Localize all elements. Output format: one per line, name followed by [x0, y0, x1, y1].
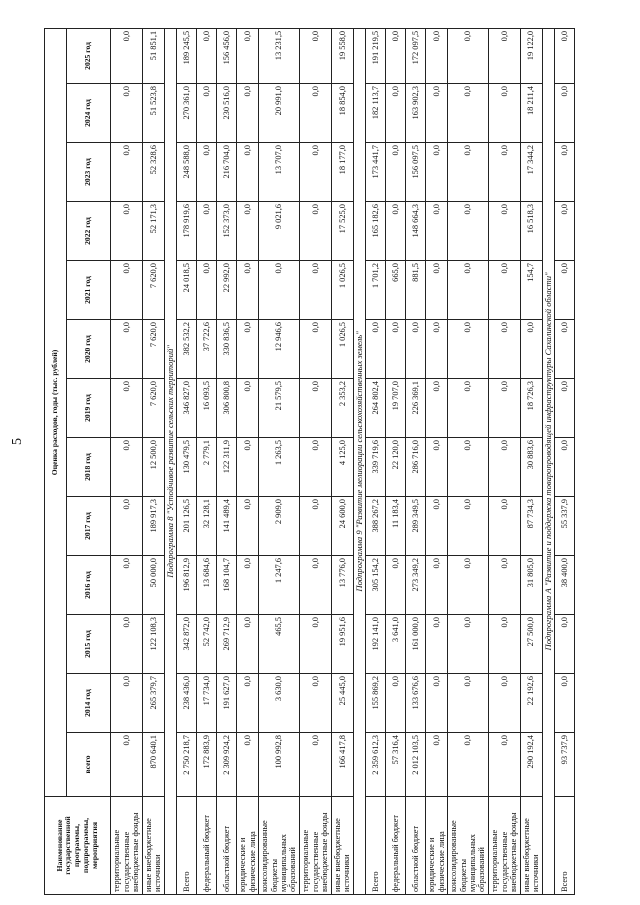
value-cell: 18 211,4: [520, 84, 542, 143]
value-cell: 0,0: [488, 261, 520, 320]
value-cell: 24 018,5: [177, 261, 197, 320]
value-cell: 0,0: [237, 28, 259, 83]
value-cell: 0,0: [448, 202, 489, 261]
value-cell: 0,0: [299, 28, 331, 83]
value-cell: 154,7: [520, 261, 542, 320]
table-row: [299, 28, 331, 894]
table-row: [197, 28, 217, 894]
value-cell: 0,0: [237, 84, 259, 143]
value-cell: 172 097,5: [406, 28, 426, 83]
value-cell: 7 620,0: [143, 379, 165, 438]
value-cell: 18 726,3: [520, 379, 542, 438]
column-header: всего: [67, 733, 111, 797]
value-cell: 0,0: [111, 84, 143, 143]
row-label: юридические и физические лица: [237, 797, 259, 895]
value-cell: 182 113,7: [366, 84, 386, 143]
value-cell: 0,0: [111, 615, 143, 674]
value-cell: 13 707,0: [259, 143, 300, 202]
value-cell: 0,0: [111, 733, 143, 797]
value-cell: 0,0: [555, 202, 575, 261]
table-row: [111, 28, 143, 894]
subprogram-title: Подпрограмма 9 "Развитие мелиорации сельскохозяйственных земель": [353, 28, 366, 894]
value-cell: 0,0: [426, 438, 448, 497]
column-header: 2025 год: [67, 28, 111, 83]
value-cell: 0,0: [386, 143, 406, 202]
table-row: [217, 28, 237, 894]
value-cell: 0,0: [386, 320, 406, 379]
value-cell: 465,5: [259, 615, 300, 674]
header-name-column: Наименование государственной программы, подпрограммы, мероприятия: [45, 797, 111, 895]
value-cell: 305 154,2: [366, 556, 386, 615]
value-cell: 133 676,6: [406, 674, 426, 733]
value-cell: 156 456,0: [217, 28, 237, 83]
value-cell: 0,0: [237, 438, 259, 497]
value-cell: 32 128,1: [197, 497, 217, 556]
value-cell: 152 373,0: [217, 202, 237, 261]
row-label: юридические и физические лица: [426, 797, 448, 895]
value-cell: 93 737,9: [555, 733, 575, 797]
value-cell: 0,0: [299, 497, 331, 556]
value-cell: 0,0: [237, 261, 259, 320]
value-cell: 12 946,6: [259, 320, 300, 379]
value-cell: 1 026,5: [331, 261, 353, 320]
value-cell: 0,0: [197, 202, 217, 261]
value-cell: 11 183,4: [386, 497, 406, 556]
value-cell: 0,0: [426, 497, 448, 556]
value-cell: 55 337,9: [555, 497, 575, 556]
value-cell: 22 120,0: [386, 438, 406, 497]
value-cell: 31 805,0: [520, 556, 542, 615]
section-9-rows: [366, 28, 542, 894]
value-cell: 0,0: [488, 379, 520, 438]
value-cell: 0,0: [448, 733, 489, 797]
value-cell: 0,0: [488, 497, 520, 556]
row-label: Всего: [177, 797, 197, 895]
value-cell: 16 518,3: [520, 202, 542, 261]
value-cell: 665,0: [386, 261, 406, 320]
value-cell: 50 000,0: [143, 556, 165, 615]
value-cell: 163 902,3: [406, 84, 426, 143]
column-header: 2017 год: [67, 497, 111, 556]
column-header: 2020 год: [67, 320, 111, 379]
value-cell: 0,0: [426, 84, 448, 143]
value-cell: 382 532,2: [177, 320, 197, 379]
rotated-table-container: [44, 29, 609, 895]
value-cell: 0,0: [448, 497, 489, 556]
value-cell: 19 707,0: [386, 379, 406, 438]
value-cell: 0,0: [426, 261, 448, 320]
value-cell: 189 245,5: [177, 28, 197, 83]
column-header: 2019 год: [67, 379, 111, 438]
value-cell: 0,0: [488, 556, 520, 615]
value-cell: 0,0: [426, 674, 448, 733]
value-cell: 12 500,0: [143, 438, 165, 497]
value-cell: 0,0: [111, 674, 143, 733]
value-cell: 52 328,6: [143, 143, 165, 202]
value-cell: 342 872,0: [177, 615, 197, 674]
value-cell: 173 441,7: [366, 143, 386, 202]
value-cell: 0,0: [197, 143, 217, 202]
value-cell: 201 126,5: [177, 497, 197, 556]
value-cell: 0,0: [237, 497, 259, 556]
value-cell: 0,0: [299, 438, 331, 497]
value-cell: 22 992,0: [217, 261, 237, 320]
table-row: [488, 28, 520, 894]
value-cell: 306 800,8: [217, 379, 237, 438]
subprogram-title: Подпрограмма 8 "Устойчивое развитие сельских территорий": [164, 28, 177, 894]
value-cell: 0,0: [448, 674, 489, 733]
value-cell: 0,0: [426, 615, 448, 674]
value-cell: 0,0: [237, 202, 259, 261]
value-cell: 0,0: [299, 320, 331, 379]
value-cell: 7 620,0: [143, 261, 165, 320]
value-cell: 0,0: [448, 438, 489, 497]
value-cell: 130 479,5: [177, 438, 197, 497]
value-cell: 161 000,0: [406, 615, 426, 674]
value-cell: 0,0: [237, 733, 259, 797]
value-cell: 339 719,6: [366, 438, 386, 497]
value-cell: 0,0: [111, 438, 143, 497]
value-cell: 122 311,9: [217, 438, 237, 497]
value-cell: 870 640,1: [143, 733, 165, 797]
value-cell: 0,0: [299, 733, 331, 797]
value-cell: 27 500,0: [520, 615, 542, 674]
value-cell: 0,0: [197, 84, 217, 143]
value-cell: 18 854,0: [331, 84, 353, 143]
value-cell: 3 641,0: [386, 615, 406, 674]
table-row: [555, 28, 575, 894]
value-cell: 0,0: [448, 261, 489, 320]
value-cell: 0,0: [386, 202, 406, 261]
value-cell: 216 704,0: [217, 143, 237, 202]
value-cell: 18 177,0: [331, 143, 353, 202]
value-cell: 330 836,5: [217, 320, 237, 379]
value-cell: 0,0: [555, 379, 575, 438]
table-row: [331, 28, 353, 894]
value-cell: 248 588,0: [177, 143, 197, 202]
column-header: 2022 год: [67, 202, 111, 261]
value-cell: 0,0: [448, 320, 489, 379]
value-cell: 9 021,6: [259, 202, 300, 261]
table-row: [406, 28, 426, 894]
value-cell: 0,0: [488, 320, 520, 379]
value-cell: 0,0: [555, 143, 575, 202]
value-cell: 0,0: [426, 202, 448, 261]
page-number: 5: [10, 438, 25, 445]
section-a-rows: [555, 28, 575, 894]
value-cell: 226 369,1: [406, 379, 426, 438]
table-row: [237, 28, 259, 894]
value-cell: 290 192,4: [520, 733, 542, 797]
value-cell: 19 951,6: [331, 615, 353, 674]
value-cell: 0,0: [111, 320, 143, 379]
value-cell: 0,0: [299, 261, 331, 320]
value-cell: 0,0: [555, 438, 575, 497]
column-header: 2021 год: [67, 261, 111, 320]
value-cell: 30 883,6: [520, 438, 542, 497]
value-cell: 4 125,0: [331, 438, 353, 497]
value-cell: 192 141,0: [366, 615, 386, 674]
value-cell: 0,0: [555, 84, 575, 143]
value-cell: 273 349,2: [406, 556, 426, 615]
column-header: 2015 год: [67, 615, 111, 674]
value-cell: 0,0: [555, 261, 575, 320]
value-cell: 0,0: [237, 143, 259, 202]
value-cell: 19 558,0: [331, 28, 353, 83]
value-cell: 21 579,5: [259, 379, 300, 438]
value-cell: 0,0: [237, 379, 259, 438]
value-cell: 0,0: [488, 143, 520, 202]
section-9-title: [353, 28, 366, 894]
value-cell: 7 620,0: [143, 320, 165, 379]
value-cell: 264 802,4: [366, 379, 386, 438]
value-cell: 17 734,0: [197, 674, 217, 733]
value-cell: 16 093,5: [197, 379, 217, 438]
value-cell: 0,0: [448, 28, 489, 83]
table-header: [45, 28, 111, 894]
value-cell: 286 716,0: [406, 438, 426, 497]
value-cell: 0,0: [555, 28, 575, 83]
value-cell: 2 359 612,3: [366, 733, 386, 797]
value-cell: 0,0: [299, 379, 331, 438]
value-cell: 51 523,8: [143, 84, 165, 143]
value-cell: 0,0: [197, 261, 217, 320]
value-cell: 165 182,6: [366, 202, 386, 261]
value-cell: 191 627,0: [217, 674, 237, 733]
value-cell: 122 108,3: [143, 615, 165, 674]
value-cell: 148 664,3: [406, 202, 426, 261]
value-cell: 0,0: [299, 556, 331, 615]
value-cell: 388 267,2: [366, 497, 386, 556]
value-cell: 0,0: [406, 320, 426, 379]
value-cell: 0,0: [386, 84, 406, 143]
value-cell: 0,0: [237, 556, 259, 615]
value-cell: 0,0: [111, 556, 143, 615]
value-cell: 57 316,4: [386, 733, 406, 797]
value-cell: 0,0: [488, 84, 520, 143]
value-cell: 17 525,0: [331, 202, 353, 261]
value-cell: 289 349,5: [406, 497, 426, 556]
row-label: консолидированные бюджеты муниципальных образований: [259, 797, 300, 895]
value-cell: 2 309 924,2: [217, 733, 237, 797]
value-cell: 0,0: [111, 379, 143, 438]
row-label: территориальные государственные внебюджетные фонды: [111, 797, 143, 895]
table-row: [448, 28, 489, 894]
section-8-rows: [177, 28, 353, 894]
value-cell: 0,0: [426, 733, 448, 797]
budget-table: [44, 28, 575, 895]
value-cell: 0,0: [386, 28, 406, 83]
subprogram-title: Подпрограмма А "Развитие и поддержка товаропроводящей инфраструктуры Сахалинской области": [542, 28, 555, 894]
value-cell: 0,0: [555, 320, 575, 379]
value-cell: 0,0: [299, 615, 331, 674]
value-cell: 13 776,0: [331, 556, 353, 615]
value-cell: 2 750 218,7: [177, 733, 197, 797]
value-cell: 881,5: [406, 261, 426, 320]
value-cell: 230 516,0: [217, 84, 237, 143]
row-label: Всего: [366, 797, 386, 895]
value-cell: 0,0: [448, 84, 489, 143]
value-cell: 2 012 103,5: [406, 733, 426, 797]
value-cell: 87 734,3: [520, 497, 542, 556]
row-label: федеральный бюджет: [386, 797, 406, 895]
section-8-title: [164, 28, 177, 894]
row-label: иные внебюджетные источники: [331, 797, 353, 895]
value-cell: 2 909,0: [259, 497, 300, 556]
value-cell: 0,0: [426, 320, 448, 379]
header-estimate-caption: Оценка расходов, годы (тыс. рублей): [45, 28, 67, 796]
value-cell: 1 247,6: [259, 556, 300, 615]
value-cell: 156 097,5: [406, 143, 426, 202]
value-cell: 13 231,5: [259, 28, 300, 83]
value-cell: 0,0: [448, 379, 489, 438]
value-cell: 0,0: [448, 615, 489, 674]
value-cell: 0,0: [299, 674, 331, 733]
table-row: [426, 28, 448, 894]
column-header: 2018 год: [67, 438, 111, 497]
value-cell: 2 779,1: [197, 438, 217, 497]
row-label: областной бюджет: [217, 797, 237, 895]
table-row: [520, 28, 542, 894]
value-cell: 196 812,9: [177, 556, 197, 615]
value-cell: 168 104,7: [217, 556, 237, 615]
value-cell: 269 712,9: [217, 615, 237, 674]
value-cell: 189 917,3: [143, 497, 165, 556]
value-cell: 0,0: [366, 320, 386, 379]
value-cell: 0,0: [299, 143, 331, 202]
value-cell: 52 742,0: [197, 615, 217, 674]
value-cell: 0,0: [197, 28, 217, 83]
value-cell: 191 219,5: [366, 28, 386, 83]
value-cell: 0,0: [426, 28, 448, 83]
value-cell: 25 445,0: [331, 674, 353, 733]
value-cell: 0,0: [386, 556, 406, 615]
row-label: консолидированные бюджеты муниципальных образований: [448, 797, 489, 895]
value-cell: 0,0: [299, 202, 331, 261]
table-row: [259, 28, 300, 894]
value-cell: 172 883,9: [197, 733, 217, 797]
value-cell: 0,0: [488, 438, 520, 497]
value-cell: 0,0: [426, 556, 448, 615]
value-cell: 38 400,0: [555, 556, 575, 615]
table-row: [177, 28, 197, 894]
value-cell: 2 353,2: [331, 379, 353, 438]
value-cell: 0,0: [237, 320, 259, 379]
value-cell: 0,0: [111, 202, 143, 261]
value-cell: 0,0: [488, 674, 520, 733]
value-cell: 100 992,8: [259, 733, 300, 797]
value-cell: 0,0: [426, 143, 448, 202]
value-cell: 166 417,8: [331, 733, 353, 797]
row-label: территориальные государственные внебюджетные фонды: [488, 797, 520, 895]
value-cell: 0,0: [488, 28, 520, 83]
value-cell: 265 379,7: [143, 674, 165, 733]
value-cell: 24 600,0: [331, 497, 353, 556]
row-label: областной бюджет: [406, 797, 426, 895]
value-cell: 0,0: [237, 615, 259, 674]
value-cell: 3 630,0: [259, 674, 300, 733]
table-row: [143, 28, 165, 894]
value-cell: 0,0: [488, 615, 520, 674]
column-header: 2023 год: [67, 143, 111, 202]
value-cell: 13 684,6: [197, 556, 217, 615]
value-cell: 0,0: [259, 261, 300, 320]
table-row: [366, 28, 386, 894]
value-cell: 0,0: [488, 202, 520, 261]
value-cell: 19 122,0: [520, 28, 542, 83]
value-cell: 0,0: [237, 674, 259, 733]
value-cell: 52 171,3: [143, 202, 165, 261]
value-cell: 1 701,2: [366, 261, 386, 320]
column-header: 2016 год: [67, 556, 111, 615]
column-header: 2024 год: [67, 84, 111, 143]
value-cell: 141 489,4: [217, 497, 237, 556]
value-cell: 1 026,5: [331, 320, 353, 379]
value-cell: 0,0: [111, 143, 143, 202]
value-cell: 0,0: [555, 615, 575, 674]
row-label: территориальные государственные внебюджетные фонды: [299, 797, 331, 895]
value-cell: 0,0: [448, 556, 489, 615]
row-label: Всего: [555, 797, 575, 895]
value-cell: 0,0: [520, 320, 542, 379]
value-cell: 0,0: [111, 497, 143, 556]
value-cell: 51 851,1: [143, 28, 165, 83]
value-cell: 346 827,0: [177, 379, 197, 438]
value-cell: 0,0: [111, 261, 143, 320]
section-a-title: [542, 28, 555, 894]
value-cell: 1 263,5: [259, 438, 300, 497]
row-label: иные внебюджетные источники: [520, 797, 542, 895]
value-cell: 0,0: [426, 379, 448, 438]
value-cell: 0,0: [488, 733, 520, 797]
row-label: федеральный бюджет: [197, 797, 217, 895]
value-cell: 0,0: [448, 143, 489, 202]
value-cell: 20 991,0: [259, 84, 300, 143]
value-cell: 0,0: [299, 84, 331, 143]
value-cell: 238 436,0: [177, 674, 197, 733]
table-row: [386, 28, 406, 894]
column-header: 2014 год: [67, 674, 111, 733]
value-cell: 178 919,6: [177, 202, 197, 261]
value-cell: 0,0: [386, 674, 406, 733]
row-label: иные внебюджетные источники: [143, 797, 165, 895]
value-cell: 0,0: [555, 674, 575, 733]
value-cell: 0,0: [111, 28, 143, 83]
value-cell: 17 344,2: [520, 143, 542, 202]
value-cell: 155 869,2: [366, 674, 386, 733]
value-cell: 22 192,6: [520, 674, 542, 733]
value-cell: 37 722,6: [197, 320, 217, 379]
section-top-rows: [111, 28, 165, 894]
value-cell: 270 361,0: [177, 84, 197, 143]
